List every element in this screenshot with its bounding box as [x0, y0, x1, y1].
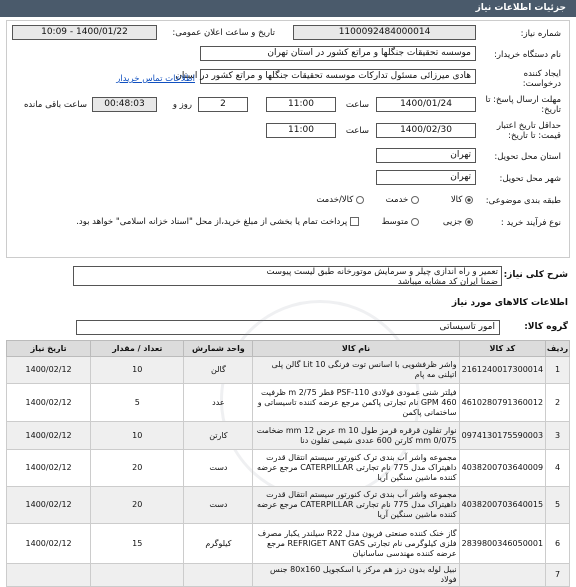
cell-code: 4610280791360012 [459, 384, 545, 422]
cell-name: نوار تفلون قرقره قرمز طول m 10 عرض mm 12 ضخامت 0/075 mm کارتن 600 عددی شیمی تفلون دنا [253, 422, 459, 450]
cell-date: 1400/02/12 [7, 422, 91, 450]
cell-qty: 10 [91, 422, 184, 450]
cell-qty: 20 [91, 450, 184, 487]
cell-qty: 20 [91, 487, 184, 524]
page-title: جزئیات اطلاعات نیاز [475, 3, 566, 13]
buyer-label: نام دستگاه خریدار: [494, 50, 561, 60]
cell-date: 1400/02/12 [7, 487, 91, 524]
validity-time-field: 11:00 [266, 123, 336, 138]
cell-code: 2161240017300014 [459, 357, 545, 384]
cell-index: 6 [546, 524, 570, 564]
buyer-field: موسسه تحقیقات جنگلها و مراتع کشور در استان تهران [200, 46, 476, 61]
cell-date: 1400/02/12 [7, 357, 91, 384]
description-line-2: ضمنا ایران کد مشابه میباشد [397, 277, 498, 287]
cell-name: مجموعه واشر آب بندی ترک کنورتور سیستم انتقال قدرت داهیتراک مدل 775 نام تجارتی CATERPILLAR مرجع عرضه کننده ماشین سنگین آریا [253, 450, 459, 487]
goods-table [6, 340, 570, 587]
category-option-both[interactable]: کالا/خدمت [316, 192, 364, 209]
table-row [7, 487, 570, 524]
cell-code: 2839800346050001 [459, 524, 545, 564]
col-qty: تعداد / مقدار [91, 341, 184, 357]
cell-date [7, 564, 91, 587]
validity-time-label: ساعت [345, 126, 369, 136]
page-header [0, 0, 576, 17]
table-row [7, 384, 570, 422]
cell-name: گاز خنک کننده صنعتی فریون مدل R22 سیلندر یکبار مصرف فلزی کیلوگرمی نام تجارتی REFRIGET ANT GAS مرجع عرضه کننده مهندسی ساسانیان [253, 524, 459, 564]
goods-group-field: امور تاسیساتی [76, 320, 500, 335]
cell-qty: 5 [91, 384, 184, 422]
cell-name: نبیل لوله بدون درز هم مرکز با اسکجویل 80x160 جنس فولاد [253, 564, 459, 587]
deadline-time-field: 11:00 [266, 97, 336, 112]
cell-index: 4 [546, 450, 570, 487]
deadline-label: مهلت ارسال پاسخ: تا تاریخ: [485, 95, 561, 115]
cell-unit: دست [184, 487, 253, 524]
province-field: تهران [376, 148, 476, 163]
radio-selected-icon [465, 196, 473, 204]
cell-index: 5 [546, 487, 570, 524]
col-unit: واحد شمارش [184, 341, 253, 357]
category-option-service[interactable]: خدمت [386, 192, 419, 209]
purchase-option-minor[interactable]: جزیی [443, 214, 473, 231]
cell-unit: دست [184, 450, 253, 487]
radio-selected-icon [465, 218, 473, 226]
city-label: شهر محل تحویل: [499, 174, 561, 184]
col-date: تاریخ نیاز [7, 341, 91, 357]
goods-group-label: گروه کالا: [524, 322, 568, 332]
cell-unit: کیلوگرم [184, 524, 253, 564]
remaining-time-label: ساعت باقی مانده [23, 100, 87, 110]
goods-section-title: اطلاعات کالاهای مورد نیاز [451, 298, 568, 308]
cell-qty: 15 [91, 524, 184, 564]
cell-date: 1400/02/12 [7, 450, 91, 487]
purchase-type-label: نوع فرآیند خرید : [500, 218, 561, 228]
table-row [7, 357, 570, 384]
description-box [73, 266, 502, 286]
cell-qty [91, 564, 184, 587]
cell-index: 1 [546, 357, 570, 384]
creator-label: ایجاد کننده درخواست: [522, 69, 561, 89]
cell-unit: گالن [184, 357, 253, 384]
goods-table-body [7, 357, 570, 587]
need-number-label: شماره نیاز: [520, 29, 561, 39]
remaining-time-field: 00:48:03 [92, 97, 157, 112]
announce-date-field: 1400/01/22 - 10:09 [12, 25, 157, 40]
radio-icon [356, 196, 364, 204]
buyer-contact-link[interactable]: اطلاعات تماس خریدار [116, 74, 195, 84]
cell-index: 3 [546, 422, 570, 450]
days-label: روز و [172, 100, 192, 110]
treasury-payment-option[interactable]: پرداخت تمام یا بخشی از مبلغ خرید،از محل "اسناد خزانه اسلامی" خواهد بود. [76, 214, 359, 231]
cell-index: 2 [546, 384, 570, 422]
cell-date: 1400/02/12 [7, 524, 91, 564]
description-label: شرح کلی نیاز: [503, 270, 568, 280]
deadline-time-label: ساعت [345, 100, 369, 110]
purchase-option-medium[interactable]: متوسط [382, 214, 419, 231]
cell-name: واشر ظرفشویی با اسانس توت فرنگی Lit 10 گالن پلی اتیلنی مه پام [253, 357, 459, 384]
goods-table-header [7, 341, 570, 357]
cell-code: 4038200703640015 [459, 487, 545, 524]
category-label: طبقه بندی موضوعی: [485, 196, 561, 206]
col-code: کد کالا [459, 341, 545, 357]
radio-icon [411, 196, 419, 204]
cell-date: 1400/02/12 [7, 384, 91, 422]
radio-icon [411, 218, 419, 226]
cell-index: 7 [546, 564, 570, 587]
city-field: تهران [376, 170, 476, 185]
table-row [7, 564, 570, 587]
province-label: استان محل تحویل: [494, 152, 561, 162]
need-details-panel [6, 20, 570, 258]
table-row [7, 450, 570, 487]
description-line-1: تعمیر و راه اندازی چیلر و سرمایش موتورخانه طبق لیست پیوست [266, 267, 498, 277]
col-index: ردیف [546, 341, 570, 357]
col-name: نام کالا [253, 341, 459, 357]
cell-unit: کارتن [184, 422, 253, 450]
checkbox-icon [350, 217, 359, 226]
cell-qty: 10 [91, 357, 184, 384]
table-row [7, 524, 570, 564]
category-option-goods[interactable]: کالا [451, 192, 473, 209]
cell-name: فیلتر شنی عمودی فولادی PSF-110 قطر m 2/75 ظرفیت 460 GPM نام تجارتی پاکمن مرجع عرضه کننده تاسیساتی و ساختمانی پاکمن [253, 384, 459, 422]
cell-code: 0974130175590003 [459, 422, 545, 450]
cell-code [459, 564, 545, 587]
cell-name: مجموعه واشر آب بندی ترک کنورتور سیستم انتقال قدرت داهیتراک مدل 775 نام تجارتی CATERPILLAR مرجع عرضه کننده ماشین سنگین آریا [253, 487, 459, 524]
table-row [7, 422, 570, 450]
announce-date-label: تاریخ و ساعت اعلان عمومی: [172, 28, 275, 38]
days-field: 2 [198, 97, 248, 112]
cell-unit [184, 564, 253, 587]
deadline-date-field: 1400/01/24 [376, 97, 476, 112]
cell-unit: عدد [184, 384, 253, 422]
cell-code: 4038200703640009 [459, 450, 545, 487]
validity-date-field: 1400/02/30 [376, 123, 476, 138]
validity-label: حداقل تاریخ اعتبار قیمت: تا تاریخ: [496, 121, 561, 141]
creator-field: هادی میرزائی مسئول تدارکات موسسه تحقیقات جنگلها و مراتع کشور در استان [200, 69, 476, 84]
need-number-field: 1100092484000014 [293, 25, 476, 40]
